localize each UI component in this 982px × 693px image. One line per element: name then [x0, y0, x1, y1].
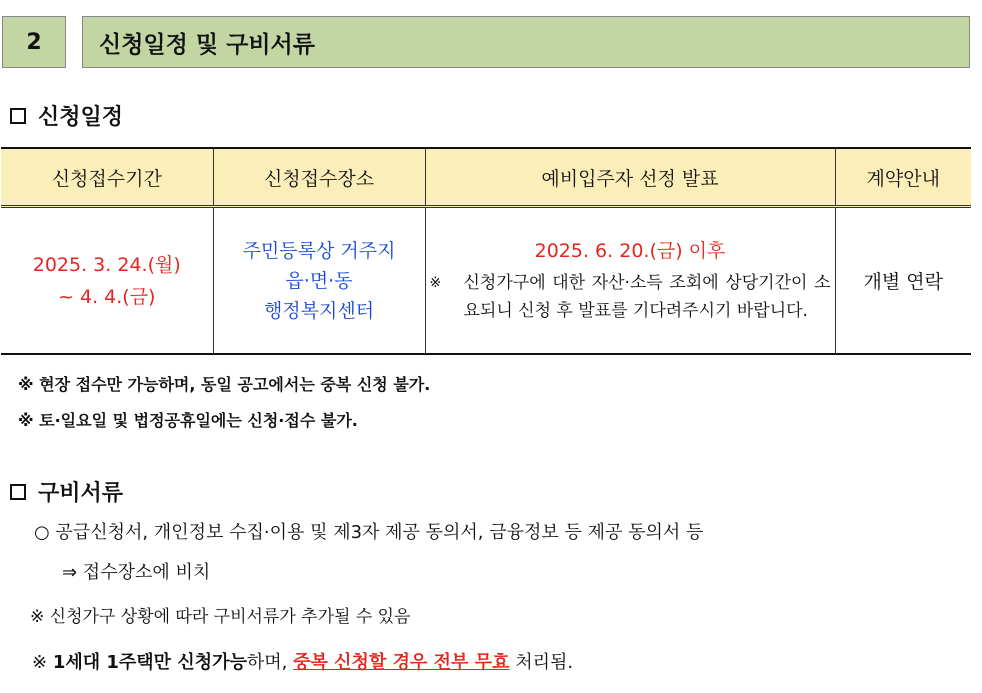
col-place: 신청접수장소 — [213, 148, 425, 207]
place-line2: 읍·면·동 — [285, 269, 353, 292]
note2-suffix: 처리됨. — [509, 652, 574, 673]
col-announce: 예비입주자 선정 발표 — [425, 148, 835, 207]
documents-heading-text: 구비서류 — [38, 481, 124, 506]
period-end: ~ 4. 4.(금) — [58, 285, 156, 308]
note2-prefix: ※ — [32, 652, 53, 673]
note2-mid: 하며, — [246, 652, 294, 673]
announce-date: 2025. 6. 20.(금) 이후 — [534, 240, 726, 262]
documents-heading — [10, 476, 123, 507]
period-cell — [1, 207, 213, 355]
schedule-heading-text: 신청일정 — [38, 105, 124, 130]
square-bullet-icon — [10, 484, 26, 500]
note-mark: ※ — [429, 275, 442, 291]
table-header-row — [1, 148, 971, 207]
documents-note2 — [32, 648, 573, 674]
place-line1: 주민등록상 거주지 — [242, 239, 396, 262]
contract-cell: 개별 연락 — [835, 207, 971, 355]
announce-cell — [425, 207, 835, 355]
note-no-weekend: ※ 토·일요일 및 법정공휴일에는 신청·접수 불가. — [18, 411, 358, 430]
documents-note1: ※ 신청가구 상황에 따라 구비서류가 추가될 수 있음 — [30, 607, 411, 627]
note2-warning: 중복 신청할 경우 전부 무효 — [293, 652, 510, 673]
announce-note-text: 신청가구에 대한 자산·소득 조회에 상당기간이 소요되니 신청 후 발표를 기다려주시기 바랍니다. — [463, 273, 831, 321]
note-onsite-only: ※ 현장 접수만 가능하며, 동일 공고에서는 중복 신청 불가. — [18, 375, 431, 394]
table-row — [1, 207, 971, 355]
documents-item: ○ 공급신청서, 개인정보 수집·이용 및 제3자 제공 동의서, 금융정보 등 제공 동의서 등 — [34, 522, 704, 543]
col-contract: 계약안내 — [835, 148, 971, 207]
square-bullet-icon — [10, 108, 26, 124]
section-title: 신청일정 및 구비서류 — [82, 16, 970, 68]
note2-bold: 1세대 1주택만 신청가능 — [52, 652, 247, 673]
schedule-table — [1, 147, 971, 355]
section-number: 2 — [2, 16, 66, 68]
schedule-heading — [10, 100, 123, 131]
period-start: 2025. 3. 24.(월) — [32, 253, 181, 276]
col-period: 신청접수기간 — [1, 148, 213, 207]
place-cell — [213, 207, 425, 355]
announce-note — [426, 269, 835, 325]
documents-item-sub: ⇒ 접수장소에 비치 — [62, 562, 211, 583]
section-header — [2, 16, 970, 70]
place-line3: 행정복지센터 — [263, 299, 375, 322]
